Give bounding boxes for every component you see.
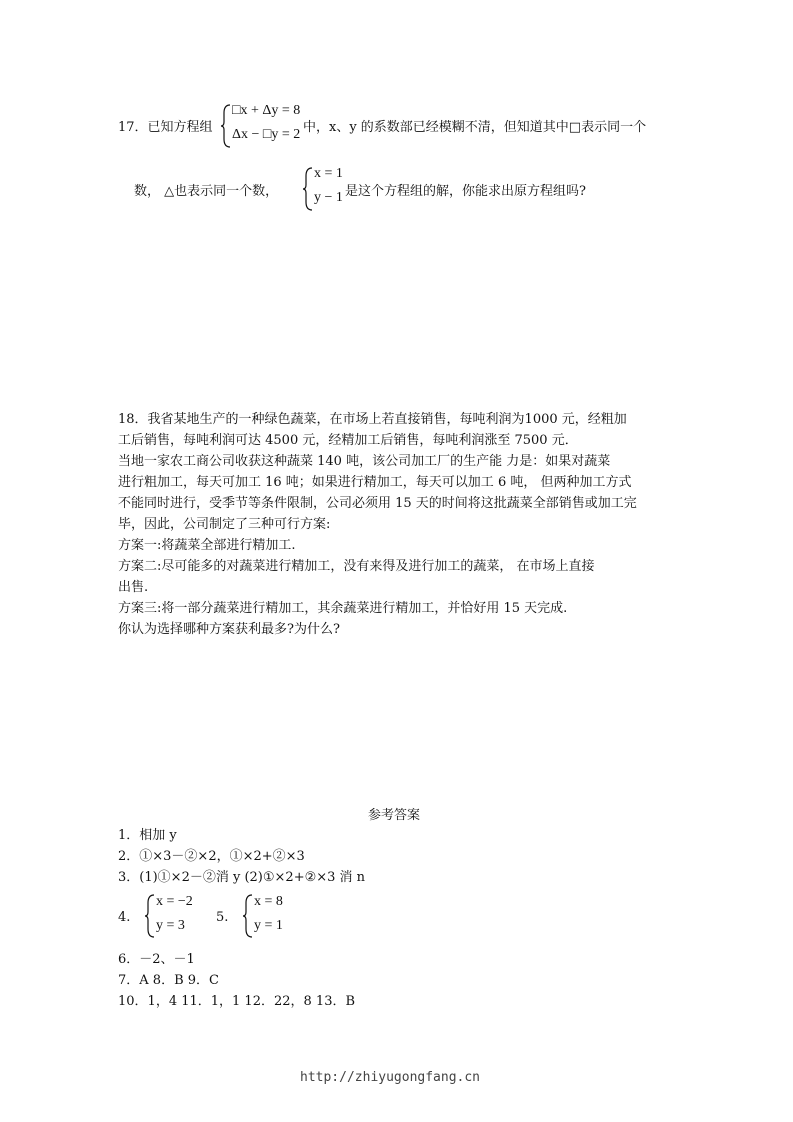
q17-solution-x: x = 1 <box>314 166 343 181</box>
answer-10-13: 10．1，4 11．1，1 12．22，8 13．B <box>118 994 356 1009</box>
q18-line: 进行粗加工，每天可加工 16 吨；如果进行精加工，每天可以加工 6 吨， 但两种加工方式 <box>118 475 632 490</box>
answer-5-label: 5. <box>216 910 229 925</box>
answer-5-brace <box>242 893 254 939</box>
q17-prefix: 17．已知方程组 <box>118 120 213 135</box>
q18-plan-three: 方案三:将一部分蔬菜进行精加工，其余蔬菜进行精加工，并恰好用 15 天完成. <box>118 601 568 616</box>
q18-line: 不能同时进行，受季节等条件限制，公司必须用 15 天的时间将这批蔬菜全部销售或加工完 <box>118 496 637 511</box>
answer-4-label: 4. <box>118 910 131 925</box>
q18-line: 工后销售，每吨利润可达 4500 元，经精加工后销售，每吨利润涨至 7500 元． <box>118 433 578 448</box>
q17-equation-1: □x + Δy = 8 <box>232 103 301 118</box>
q17-line1-text: 中，x、y 的系数部已经模糊不清，但知道其中□表示同一个 <box>303 120 647 135</box>
q17-equation-2: Δx − □y = 2 <box>232 127 301 142</box>
answer-6: 6．－2、－1 <box>118 952 195 967</box>
q18-plan-two: 方案二:尽可能多的对蔬菜进行精加工，没有来得及进行加工的蔬菜， 在市场上直接 <box>118 559 595 574</box>
answer-5-y: y = 1 <box>254 918 283 933</box>
q17-line2-end: 是这个方程组的解，你能求出原方程组吗? <box>345 184 586 199</box>
q18-line: 毕，因此，公司制定了三种可行方案: <box>118 517 331 532</box>
answer-4-brace <box>144 893 156 939</box>
q17-solution-y: y − 1 <box>314 190 343 205</box>
answer-3: 3．(1)①×2－②消 y (2)①×2+②×3 消 n <box>118 870 366 885</box>
q18-line: 当地一家农工商公司收获这种蔬菜 140 吨，该公司加工厂的生产能 力是：如果对蔬菜 <box>118 454 611 469</box>
answer-4-x: x = −2 <box>156 894 193 909</box>
answer-4-y: y = 3 <box>156 918 185 933</box>
answer-2: 2．①×3－②×2，①×2+②×3 <box>118 849 305 864</box>
footer-url[interactable]: http://zhiyugongfang.cn <box>300 1070 481 1085</box>
q18-line: 18．我省某地生产的一种绿色蔬菜，在市场上若直接销售，每吨利润为1000 元，经粗加 <box>118 412 627 427</box>
q18-question: 你认为选择哪种方案获利最多?为什么? <box>118 622 340 637</box>
q17-system-brace <box>220 103 232 149</box>
answer-7-9: 7．A 8．B 9．C <box>118 973 219 988</box>
q17-solution-brace <box>302 166 314 212</box>
answer-5-x: x = 8 <box>254 894 283 909</box>
q18-plan-one: 方案一:将蔬菜全部进行精加工. <box>118 538 296 553</box>
q17-line2-text: 数， △也表示同一个数， <box>134 184 279 199</box>
answer-1: 1．相加 y <box>118 828 177 843</box>
answers-title: 参考答案 <box>368 808 421 823</box>
q18-line: 出售. <box>118 580 149 595</box>
